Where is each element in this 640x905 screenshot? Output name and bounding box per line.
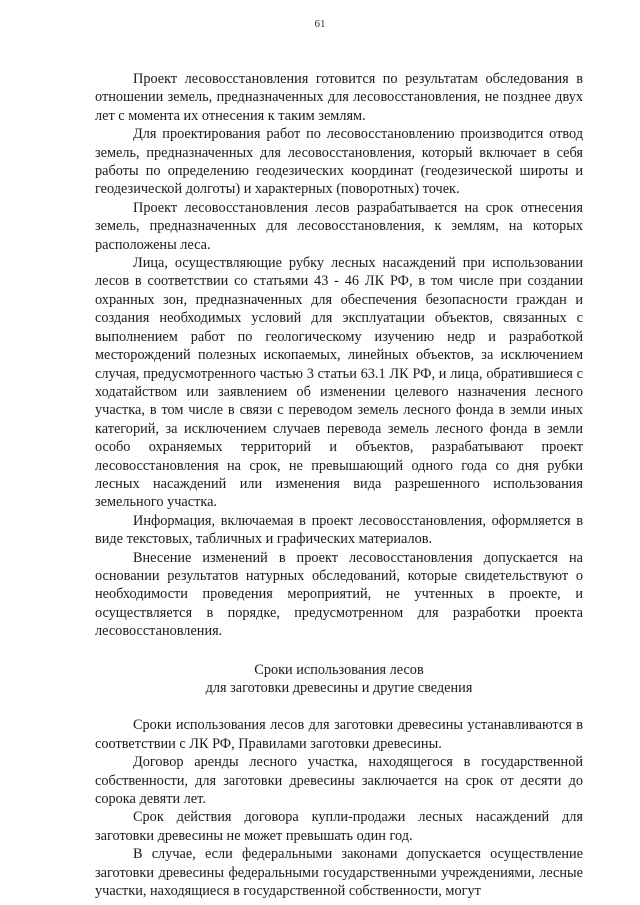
- page-content: [95, 70, 583, 900]
- paragraph: Проект лесовосстановления готовится по результатам обследования в отношении земель, предназначенных для лесовосстановления, не позднее двух лет с момента их отнесения к таким землям.: [95, 71, 583, 124]
- paragraph: Внесение изменений в проект лесовосстановления допускается на основании результатов натурных обследований, которые свидетельствуют о необходимости проведения мероприятий, не учтенных в проекте, и осуществляется в порядке, предусмотренном для разработки проекта лесовосстановления.: [95, 549, 583, 640]
- paragraph: Срок действия договора купли-продажи лесных насаждений для заготовки древесины не может превышать один год.: [95, 809, 583, 844]
- paragraph: Договор аренды лесного участка, находящегося в государственной собственности, для заготовки древесины заключается на срок от десяти до сорока девяти лет.: [95, 754, 583, 808]
- paragraph: Информация, включаемая в проект лесовосстановления, оформляется в виде текстовых, табличных и графических материалов.: [95, 512, 583, 548]
- paragraph: В случае, если федеральными законами допускается осуществление заготовки древесины федеральными государственными учреждениями, лесные участки, находящиеся в государственной собственности, могут: [95, 846, 583, 900]
- section-heading: [95, 661, 583, 698]
- paragraph: Для проектирования работ по лесовосстановлению производится отвод земель, предназначенных для лесовосстановления, который включает в себя работы по определению геодезических координат (геодезической широты и геодезической долготы) и характерных (поворотных) точек.: [95, 126, 583, 198]
- section-heading-line-2: для заготовки древесины и другие сведения: [205, 680, 473, 696]
- paragraph: Сроки использования лесов для заготовки древесины устанавливаются в соответствии с ЛК РФ, Правилами заготовки древесины.: [95, 717, 583, 752]
- page-number: 61: [314, 18, 326, 30]
- paragraph: Лица, осуществляющие рубку лесных насаждений при использовании лесов в соответствии со статьями 43 - 46 ЛК РФ, в том числе при создании охранных зон, предназначенных для обеспечения безопасности граждан и создания необходимых условий для эксплуатации объектов, связанных с выполнением работ по геологическому изучению недр и разработкой месторождений полезных ископаемых, линейных объектов, за исключением случая, предусмотренного частью 3 статьи 63.1 ЛК РФ, и лица, обратившиеся с ходатайством или заявлением об изменении целевого назначения лесного участка, в том числе в связи с переводом земель лесного фонда в земли иных категорий, за исключением случаев перевода земель лесного фонда в земли особо охраняемых территорий и объектов, разрабатывают проект лесовосстановления на срок, не превышающий одного года со дня рубки лесных насаждений или изменения вида разрешенного использования земельного участка.: [95, 255, 583, 511]
- paragraph: Проект лесовосстановления лесов разрабатывается на срок отнесения земель, предназначенных для лесовосстановления, к землям, на которых расположены леса.: [95, 199, 583, 253]
- section-heading-line-1: Сроки использования лесов: [254, 661, 424, 678]
